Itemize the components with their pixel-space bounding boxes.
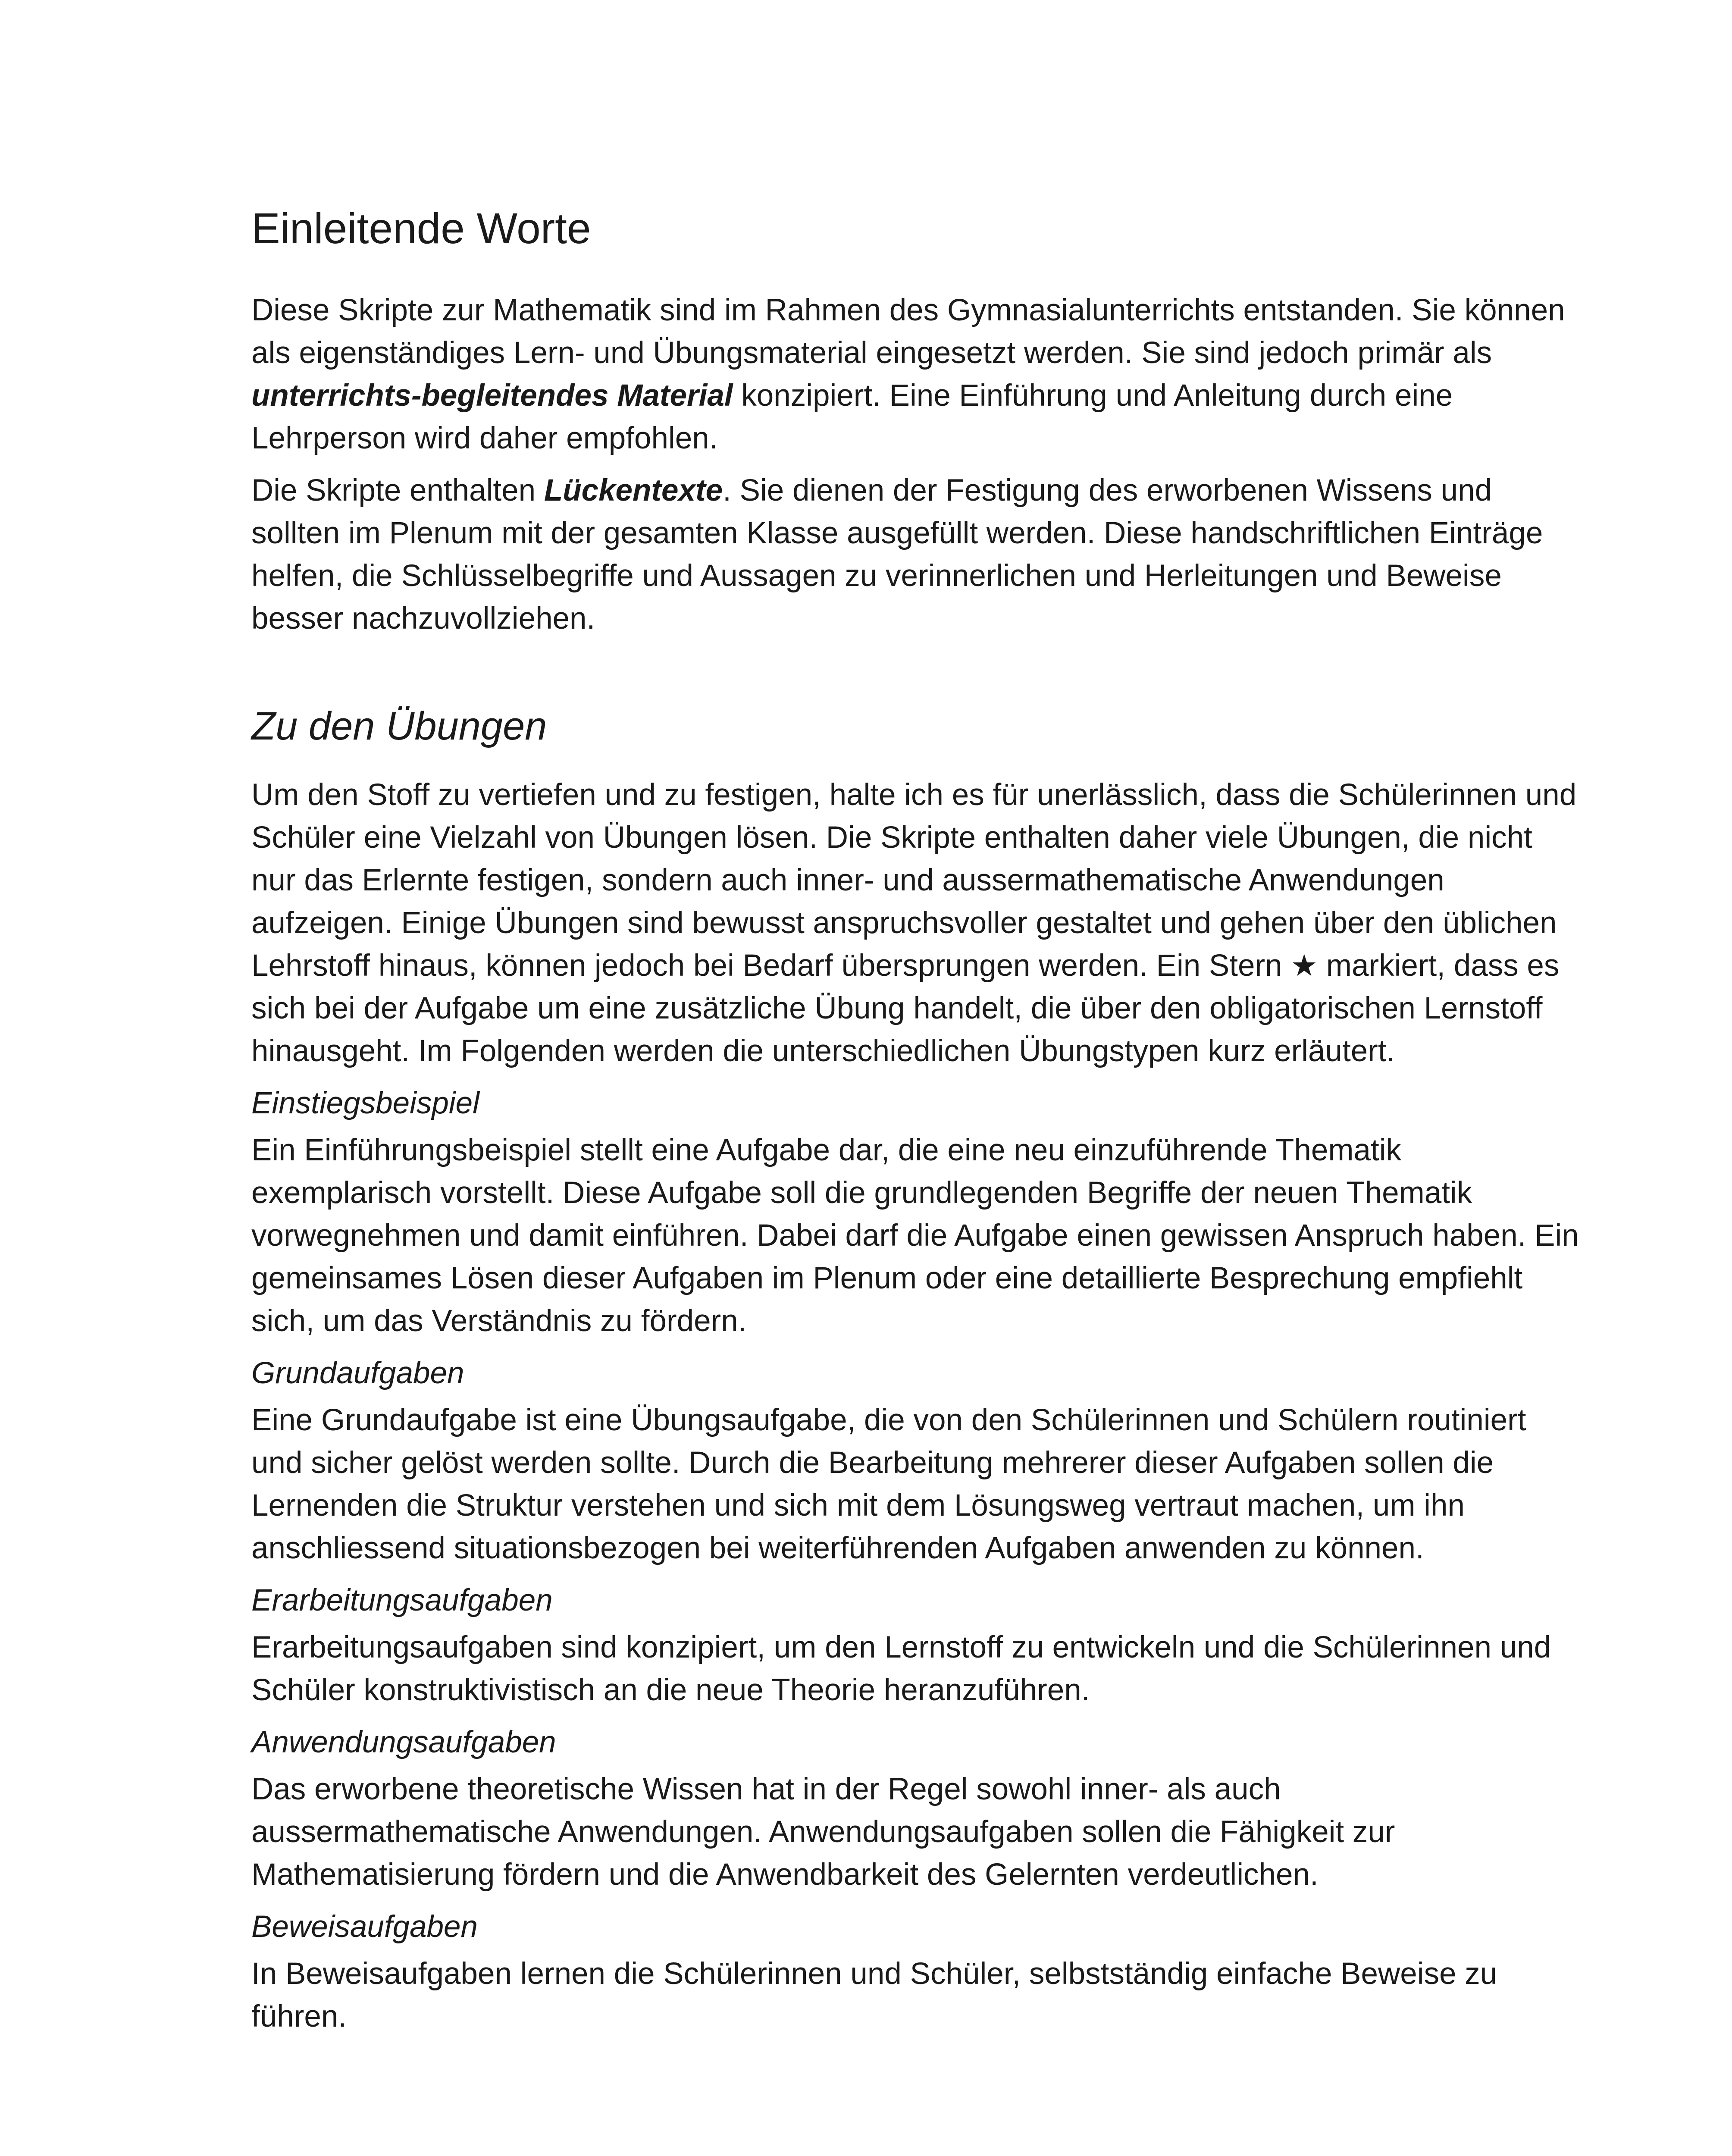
exercise-type-text: Erarbeitungsaufgaben sind konzipiert, um den Lernstoff zu entwickeln und die Schülerinnen und Schüler konstruktivistisch an die neue Theorie heranzuführen. [251, 1630, 1551, 1708]
intro-p2-emphasis: Lückentexte [544, 473, 723, 508]
exercises-heading: Zu den Übungen [251, 704, 547, 748]
intro-p1-text-b: konzipiert. Eine Einführung und Anleitung durch eine Lehrperson wird daher empfohlen. [251, 379, 1453, 455]
intro-p1-emphasis: unterrichts-begleitendes Material [251, 379, 733, 413]
intro-paragraph-2 [251, 469, 1579, 640]
star-icon: ★ [1290, 949, 1318, 983]
exercise-type-name: Anwendungsaufgaben [251, 1725, 556, 1760]
exercise-type-text: In Beweisaufgaben lernen die Schülerinnen und Schüler, selbstständig einfache Beweise zu führen. [251, 1957, 1497, 2034]
exercises-text-a: Um den Stoff zu vertiefen und zu festigen, halte ich es für unerlässlich, dass die Schülerinnen und Schüler eine Vielzahl von Übungen lösen. Die Skripte enthalten daher viele Übungen, die nicht nur das Erlernte festigen, sondern auch inner- und aussermathematische Anwendungen aufzeigen. Einige Übungen sind bewusst anspruchsvoller gestaltet und gehen über den üblichen Lehrstoff hinaus, können jedoch bei Bedarf übersprungen werden. Ein Stern [251, 778, 1577, 983]
exercise-type-name: Grundaufgaben [251, 1356, 464, 1391]
intro-p1-text-a: Diese Skripte zur Mathematik sind im Rahmen des Gymnasialunterrichts entstanden. Sie können als eigenständiges Lern- und Übungsmaterial eingesetzt werden. Sie sind jedoch primär als [251, 293, 1565, 370]
exercise-type-text: Ein Einführungsbeispiel stellt eine Aufgabe dar, die eine neu einzuführende Thematik exemplarisch vorstellt. Diese Aufgabe soll die grundlegenden Begriffe der neuen Thematik vorwegnehmen und damit einführen. Dabei darf die Aufgabe einen gewissen Anspruch haben. Ein gemeinsames Lösen dieser Aufgaben im Plenum oder eine detaillierte Besprechung empfiehlt sich, um das Verständnis zu fördern. [251, 1133, 1579, 1338]
exercises-paragraph [251, 774, 1579, 1072]
intro-paragraph-1 [251, 289, 1579, 460]
page-content [251, 203, 1579, 2047]
intro-p2-text-b: . Sie dienen der Festigung des erworbenen Wissens und sollten im Plenum mit der gesamten Klasse ausgefüllt werden. Diese handschriftlichen Einträge helfen, die Schlüsselbegriffe und Aussagen zu verinnerlichen und Herleitungen und Beweise besser nachzuvollziehen. [251, 473, 1543, 636]
exercise-type-text: Das erworbene theoretische Wissen hat in der Regel sowohl inner- als auch aussermathematische Anwendungen. Anwendungsaufgaben sollen die Fähigkeit zur Mathematisierung fördern und die Anwendbarkeit des Gelernten verdeutlichen. [251, 1772, 1395, 1892]
page-title: Einleitende Worte [251, 204, 591, 253]
exercise-type-name: Einstiegsbeispiel [251, 1086, 479, 1121]
exercise-type-text: Eine Grundaufgabe ist eine Übungsaufgabe, die von den Schülerinnen und Schülern routiniert und sicher gelöst werden sollte. Durch die Bearbeitung mehrerer dieser Aufgaben sollen die Lernenden die Struktur verstehen und sich mit dem Lösungsweg vertraut machen, um ihn anschliessend situationsbezogen bei weiterführenden Aufgaben anwenden zu können. [251, 1403, 1526, 1566]
exercise-type-name: Erarbeitungsaufgaben [251, 1583, 553, 1618]
exercises-text-b: markiert, dass es sich bei der Aufgabe um eine zusätzliche Übung handelt, die über den obligatorischen Lernstoff hinausgeht. Im Folgenden werden die unterschiedlichen Übungstypen kurz erläutert. [251, 949, 1560, 1069]
exercise-type-name: Beweisaufgaben [251, 1910, 478, 1944]
intro-p2-text-a: Die Skripte enthalten [251, 473, 544, 508]
